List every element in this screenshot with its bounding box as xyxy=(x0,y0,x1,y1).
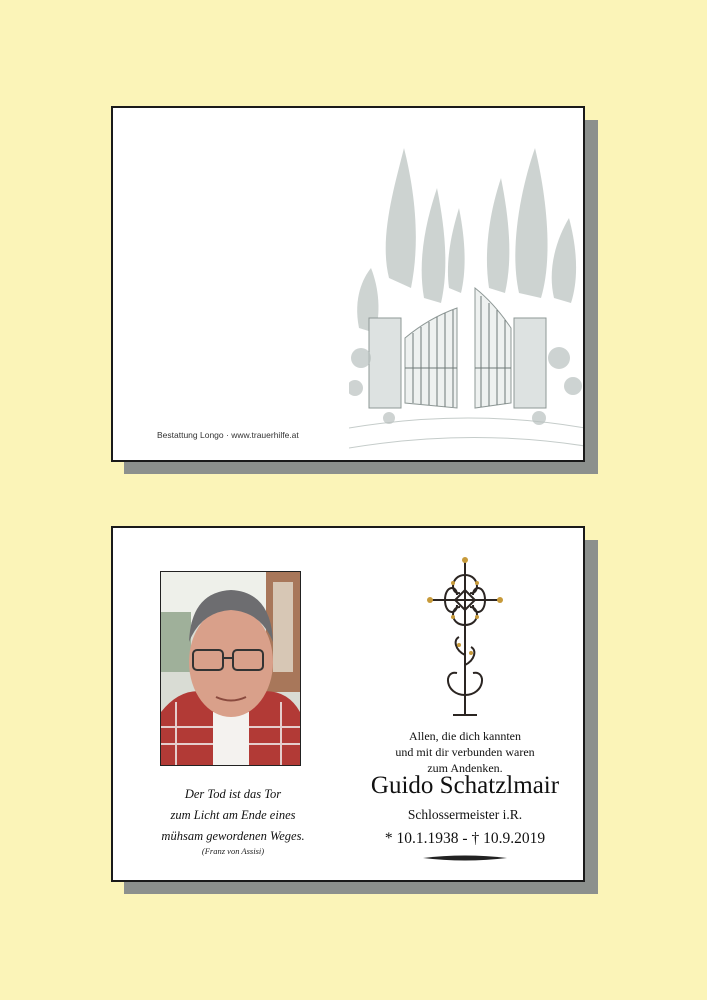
quote-line: mühsam gewordenen Weges. xyxy=(161,829,305,843)
quote-author: (Franz von Assisi) xyxy=(201,846,265,856)
portrait-photo xyxy=(160,571,301,766)
occupation: Schlossermeister i.R. xyxy=(407,807,523,822)
inside-card xyxy=(111,526,585,882)
dedication-line: zum Andenken. xyxy=(427,761,503,775)
front-card xyxy=(111,106,585,462)
funeral-home-credit: Bestattung Longo · www.trauerhilfe.at xyxy=(157,430,299,440)
quote xyxy=(123,784,343,847)
dedication-line: und mit dir verbunden waren xyxy=(395,745,535,759)
ornamental-cross-icon xyxy=(425,555,505,720)
divider-ornament-icon xyxy=(423,854,507,862)
memorial-dedication xyxy=(353,728,577,776)
quote-line: Der Tod ist das Tor xyxy=(184,787,282,801)
deceased-name: Guido Schatzlmair xyxy=(370,772,560,799)
dedication-line: Allen, die dich kannten xyxy=(409,729,521,743)
portrait-photo-image xyxy=(161,572,300,765)
quote-line: zum Licht am Ende eines xyxy=(170,808,296,822)
life-dates: * 10.1.1938 - † 10.9.2019 xyxy=(384,830,546,847)
cemetery-gate-illustration xyxy=(349,128,585,458)
